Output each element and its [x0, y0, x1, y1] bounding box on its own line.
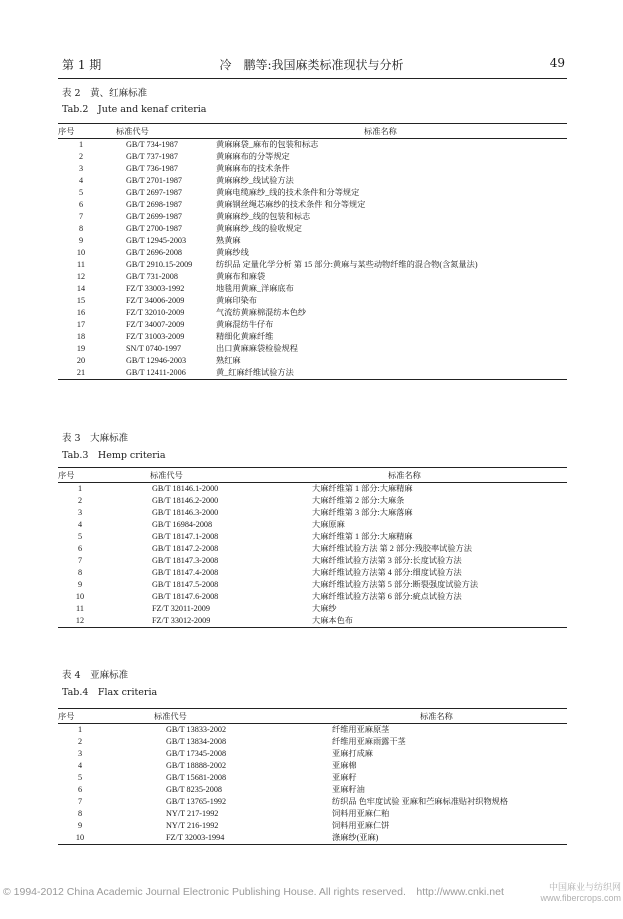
table-row	[58, 832, 567, 845]
row-number: 11	[77, 260, 85, 269]
row-number: 2	[77, 496, 83, 505]
standard-code: GB/T 8235-2008	[166, 785, 223, 794]
table-row	[58, 307, 567, 319]
table-row	[58, 796, 567, 808]
standard-code: GB/T 13834-2008	[166, 737, 227, 746]
row-number: 10	[76, 248, 86, 257]
standard-code: FZ/T 32003-1994	[102, 832, 332, 845]
row-number: 1	[78, 140, 84, 149]
table-row	[58, 367, 567, 380]
table-row	[58, 211, 567, 223]
row-number: 6	[77, 544, 83, 553]
table-row	[58, 199, 567, 211]
standard-name: 黄麻麻袋_麻布的包装和标志	[216, 140, 319, 149]
table-row	[58, 579, 567, 591]
standard-name: 大麻纤维试验方法第 6 部分:疵点试验方法	[312, 592, 462, 601]
table-row	[58, 784, 567, 796]
standard-name: 纤维用亚麻原茎	[332, 725, 390, 734]
table-flax	[58, 708, 567, 845]
table-caption-cn: 表 2 黄、红麻标准	[62, 88, 148, 99]
row-number: 10	[75, 592, 85, 601]
standard-name: 气流纺黄麻棉混纺本色纱	[216, 308, 307, 317]
standard-code: GB/T 18888-2002	[166, 761, 227, 770]
row-number: 12	[76, 272, 86, 281]
table-row	[58, 555, 567, 567]
standard-code: GB/T 16984-2008	[152, 520, 213, 529]
page-number: 49	[549, 56, 565, 70]
table-row	[58, 591, 567, 603]
row-number: 21	[58, 367, 104, 380]
table-row	[58, 175, 567, 187]
standard-name: 出口黄麻麻袋检验规程	[216, 344, 298, 353]
row-number: 12	[58, 615, 102, 628]
standard-name: 地毯用黄麻_洋麻底布	[216, 284, 294, 293]
row-number: 6	[78, 200, 84, 209]
standard-code: GB/T 15681-2008	[166, 773, 227, 782]
table-row	[58, 772, 567, 784]
standard-name: 黄麻麻布的分等规定	[216, 152, 290, 161]
row-number: 6	[77, 785, 83, 794]
table-row	[58, 567, 567, 579]
row-number: 3	[77, 749, 83, 758]
issue-number: 第 1 期	[62, 58, 102, 72]
standard-code: GB/T 736-1987	[126, 164, 178, 173]
standard-name: 亚麻籽	[332, 773, 357, 782]
row-number: 9	[78, 236, 84, 245]
standard-name: 黄_红麻纤维试验方法	[216, 367, 567, 380]
standard-name: 纺织品 色牢度试验 亚麻和苎麻标准贴衬织物规格	[332, 797, 509, 806]
standard-code: GB/T 17345-2008	[166, 749, 227, 758]
page-footer	[0, 884, 623, 906]
standard-name: 黄麻纱线	[216, 248, 249, 257]
standard-name: 黄麻麻纱_线的验收规定	[216, 224, 302, 233]
standard-name: 饲料用亚麻仁粕	[332, 809, 390, 818]
table-row	[58, 163, 567, 175]
column-header: 标准代号	[102, 709, 332, 724]
standard-name: 纺织品 定量化学分析 第 15 部分:黄麻与某些动物纤维的混合物(含氮量法)	[216, 260, 478, 269]
column-header: 标准代号	[104, 124, 216, 139]
table-row	[58, 495, 567, 507]
table-row	[58, 531, 567, 543]
standard-name: 黄麻麻布的技术条件	[216, 164, 290, 173]
column-header: 标准代号	[102, 468, 312, 483]
standard-code: GB/T 18147.5-2008	[152, 580, 219, 589]
standard-code: GB/T 18147.3-2008	[152, 556, 219, 565]
table-hemp	[58, 467, 567, 628]
table-row	[58, 331, 567, 343]
column-header: 标准名称	[312, 468, 567, 483]
standard-code: GB/T 2697-1987	[126, 188, 183, 197]
row-number: 4	[77, 520, 83, 529]
row-number: 5	[77, 532, 83, 541]
row-number: 1	[77, 484, 83, 493]
standard-code: GB/T 12411-2006	[104, 367, 216, 380]
table-row	[58, 519, 567, 531]
row-number: 1	[77, 725, 83, 734]
table-row	[58, 139, 567, 152]
row-number: 20	[76, 356, 86, 365]
standard-code: GB/T 18146.1-2000	[152, 484, 219, 493]
standard-code: GB/T 2698-1987	[126, 200, 183, 209]
standard-name: 黄麻布和麻袋	[216, 272, 266, 281]
table-row	[58, 615, 567, 628]
table-row	[58, 295, 567, 307]
column-header: 标准名称	[216, 124, 567, 139]
standard-name: 黄麻混纺牛仔布	[216, 320, 274, 329]
standard-name: 熟黄麻	[216, 236, 241, 245]
standard-name: 大麻纱	[312, 604, 337, 613]
standard-code: GB/T 12946-2003	[126, 356, 187, 365]
standard-code: FZ/T 34006-2009	[126, 296, 185, 305]
row-number: 3	[78, 164, 84, 173]
standard-code: GB/T 18147.4-2008	[152, 568, 219, 577]
table-caption-en: Tab.4 Flax criteria	[62, 687, 158, 698]
standard-code: GB/T 2910.15-2009	[126, 260, 193, 269]
standard-name: 大麻纤维第 2 部分:大麻条	[312, 496, 405, 505]
column-header: 序号	[58, 468, 102, 483]
standard-code: GB/T 18147.1-2008	[152, 532, 219, 541]
column-header: 标准名称	[332, 709, 567, 724]
row-number: 2	[77, 737, 83, 746]
standard-code: FZ/T 33012-2009	[102, 615, 312, 628]
table-row	[58, 603, 567, 615]
row-number: 7	[78, 212, 84, 221]
header-rule	[58, 78, 567, 79]
standard-code: GB/T 731-2008	[126, 272, 178, 281]
row-number: 9	[77, 821, 83, 830]
column-header: 序号	[58, 709, 102, 724]
standard-code: NY/T 216-1992	[166, 821, 219, 830]
standard-name: 黄麻麻纱_线的包装和标志	[216, 212, 311, 221]
row-number: 5	[77, 773, 83, 782]
row-number: 2	[78, 152, 84, 161]
standard-code: NY/T 217-1992	[166, 809, 219, 818]
standard-name: 黄麻钢丝绳芯麻纱的技术条件 和分等规定	[216, 200, 366, 209]
row-number: 4	[77, 761, 83, 770]
table-row	[58, 247, 567, 259]
row-number: 7	[77, 797, 83, 806]
standard-code: FZ/T 33003-1992	[126, 284, 185, 293]
table-row	[58, 235, 567, 247]
standard-name: 大麻纤维第 1 部分:大麻精麻	[312, 532, 413, 541]
site-watermark	[540, 882, 621, 904]
standard-code: FZ/T 32011-2009	[152, 604, 210, 613]
standard-name: 大麻原麻	[312, 520, 345, 529]
table-row	[58, 223, 567, 235]
standard-name: 大麻纤维试验方法第 3 部分:长度试验方法	[312, 556, 462, 565]
copyright-notice: © 1994-2012 China Academic Journal Electronic Publishing House. All rights reserved. http://www.cnki.net	[3, 886, 504, 898]
standard-code: FZ/T 34007-2009	[126, 320, 185, 329]
table-row	[58, 271, 567, 283]
row-number: 4	[78, 176, 84, 185]
standard-name: 大麻纤维试验方法第 4 部分:细度试验方法	[312, 568, 462, 577]
standard-name: 黄麻电缆麻纱_线的技术条件和分等规定	[216, 188, 360, 197]
standard-code: GB/T 734-1987	[126, 140, 178, 149]
standard-name: 黄麻印染布	[216, 296, 257, 305]
standard-name: 大麻纤维第 3 部分:大麻落麻	[312, 508, 413, 517]
row-number: 18	[76, 332, 86, 341]
standard-name: 大麻本色布	[312, 615, 567, 628]
standard-name: 熟红麻	[216, 356, 241, 365]
standard-code: GB/T 18147.6-2008	[152, 592, 219, 601]
standard-name: 涤麻纱(亚麻)	[332, 832, 567, 845]
row-number: 17	[76, 320, 86, 329]
standard-name: 大麻纤维第 1 部分:大麻精麻	[312, 484, 413, 493]
standard-name: 亚麻棉	[332, 761, 357, 770]
watermark-url: www.fibercrops.com	[540, 893, 621, 903]
standard-code: GB/T 2696-2008	[126, 248, 183, 257]
table-row	[58, 748, 567, 760]
standard-code: GB/T 737-1987	[126, 152, 178, 161]
table-row	[58, 343, 567, 355]
table-row	[58, 507, 567, 519]
row-number: 16	[76, 308, 86, 317]
row-number: 10	[58, 832, 102, 845]
table-row	[58, 724, 567, 737]
standard-code: SN/T 0740-1997	[126, 344, 182, 353]
table-row	[58, 355, 567, 367]
standard-code: GB/T 2700-1987	[126, 224, 183, 233]
row-number: 11	[76, 604, 84, 613]
standard-name: 纤维用亚麻雨露干茎	[332, 737, 406, 746]
row-number: 8	[77, 568, 83, 577]
table-row	[58, 187, 567, 199]
standard-code: GB/T 18147.2-2008	[152, 544, 219, 553]
table-row	[58, 736, 567, 748]
table-caption-cn: 表 3 大麻标准	[62, 433, 129, 444]
row-number: 8	[77, 809, 83, 818]
row-number: 14	[76, 284, 86, 293]
standard-name: 黄麻麻纱_线试验方法	[216, 176, 294, 185]
row-number: 3	[77, 508, 83, 517]
standard-code: GB/T 13765-1992	[166, 797, 227, 806]
standard-code: FZ/T 31003-2009	[126, 332, 185, 341]
standard-name: 大麻纤维试验方法第 5 部分:断裂强度试验方法	[312, 580, 479, 589]
column-header: 序号	[58, 124, 104, 139]
standard-name: 亚麻打成麻	[332, 749, 373, 758]
table-row	[58, 151, 567, 163]
table-caption-en: Tab.3 Hemp criteria	[62, 450, 166, 461]
table-row	[58, 283, 567, 295]
table-row	[58, 760, 567, 772]
standard-name: 亚麻籽油	[332, 785, 365, 794]
row-number: 19	[76, 344, 86, 353]
running-header	[0, 56, 623, 76]
standard-code: GB/T 13833-2002	[166, 725, 227, 734]
standard-code: GB/T 18146.3-2000	[152, 508, 219, 517]
row-number: 9	[77, 580, 83, 589]
row-number: 5	[78, 188, 84, 197]
table-caption-en: Tab.2 Jute and kenaf criteria	[62, 104, 207, 115]
table-row	[58, 543, 567, 555]
running-title: 冷 鹏等:我国麻类标准现状与分析	[219, 58, 404, 72]
row-number: 15	[76, 296, 86, 305]
watermark-cn: 中国麻业与纺织网	[548, 882, 621, 892]
standard-code: GB/T 18146.2-2000	[152, 496, 219, 505]
standard-code: GB/T 12945-2003	[126, 236, 187, 245]
standard-name: 精细化黄麻纤维	[216, 332, 274, 341]
row-number: 7	[77, 556, 83, 565]
row-number: 8	[78, 224, 84, 233]
standard-code: GB/T 2699-1987	[126, 212, 183, 221]
table-caption-cn: 表 4 亚麻标准	[62, 670, 129, 681]
table-row	[58, 259, 567, 271]
table-row	[58, 808, 567, 820]
standard-code: GB/T 2701-1987	[126, 176, 183, 185]
standard-code: FZ/T 32010-2009	[126, 308, 185, 317]
table-jute-kenaf	[58, 123, 567, 380]
table-row	[58, 483, 567, 496]
standard-name: 大麻纤维试验方法 第 2 部分:残胶率试验方法	[312, 544, 472, 553]
standard-name: 饲料用亚麻仁饼	[332, 821, 390, 830]
table-row	[58, 820, 567, 832]
table-row	[58, 319, 567, 331]
